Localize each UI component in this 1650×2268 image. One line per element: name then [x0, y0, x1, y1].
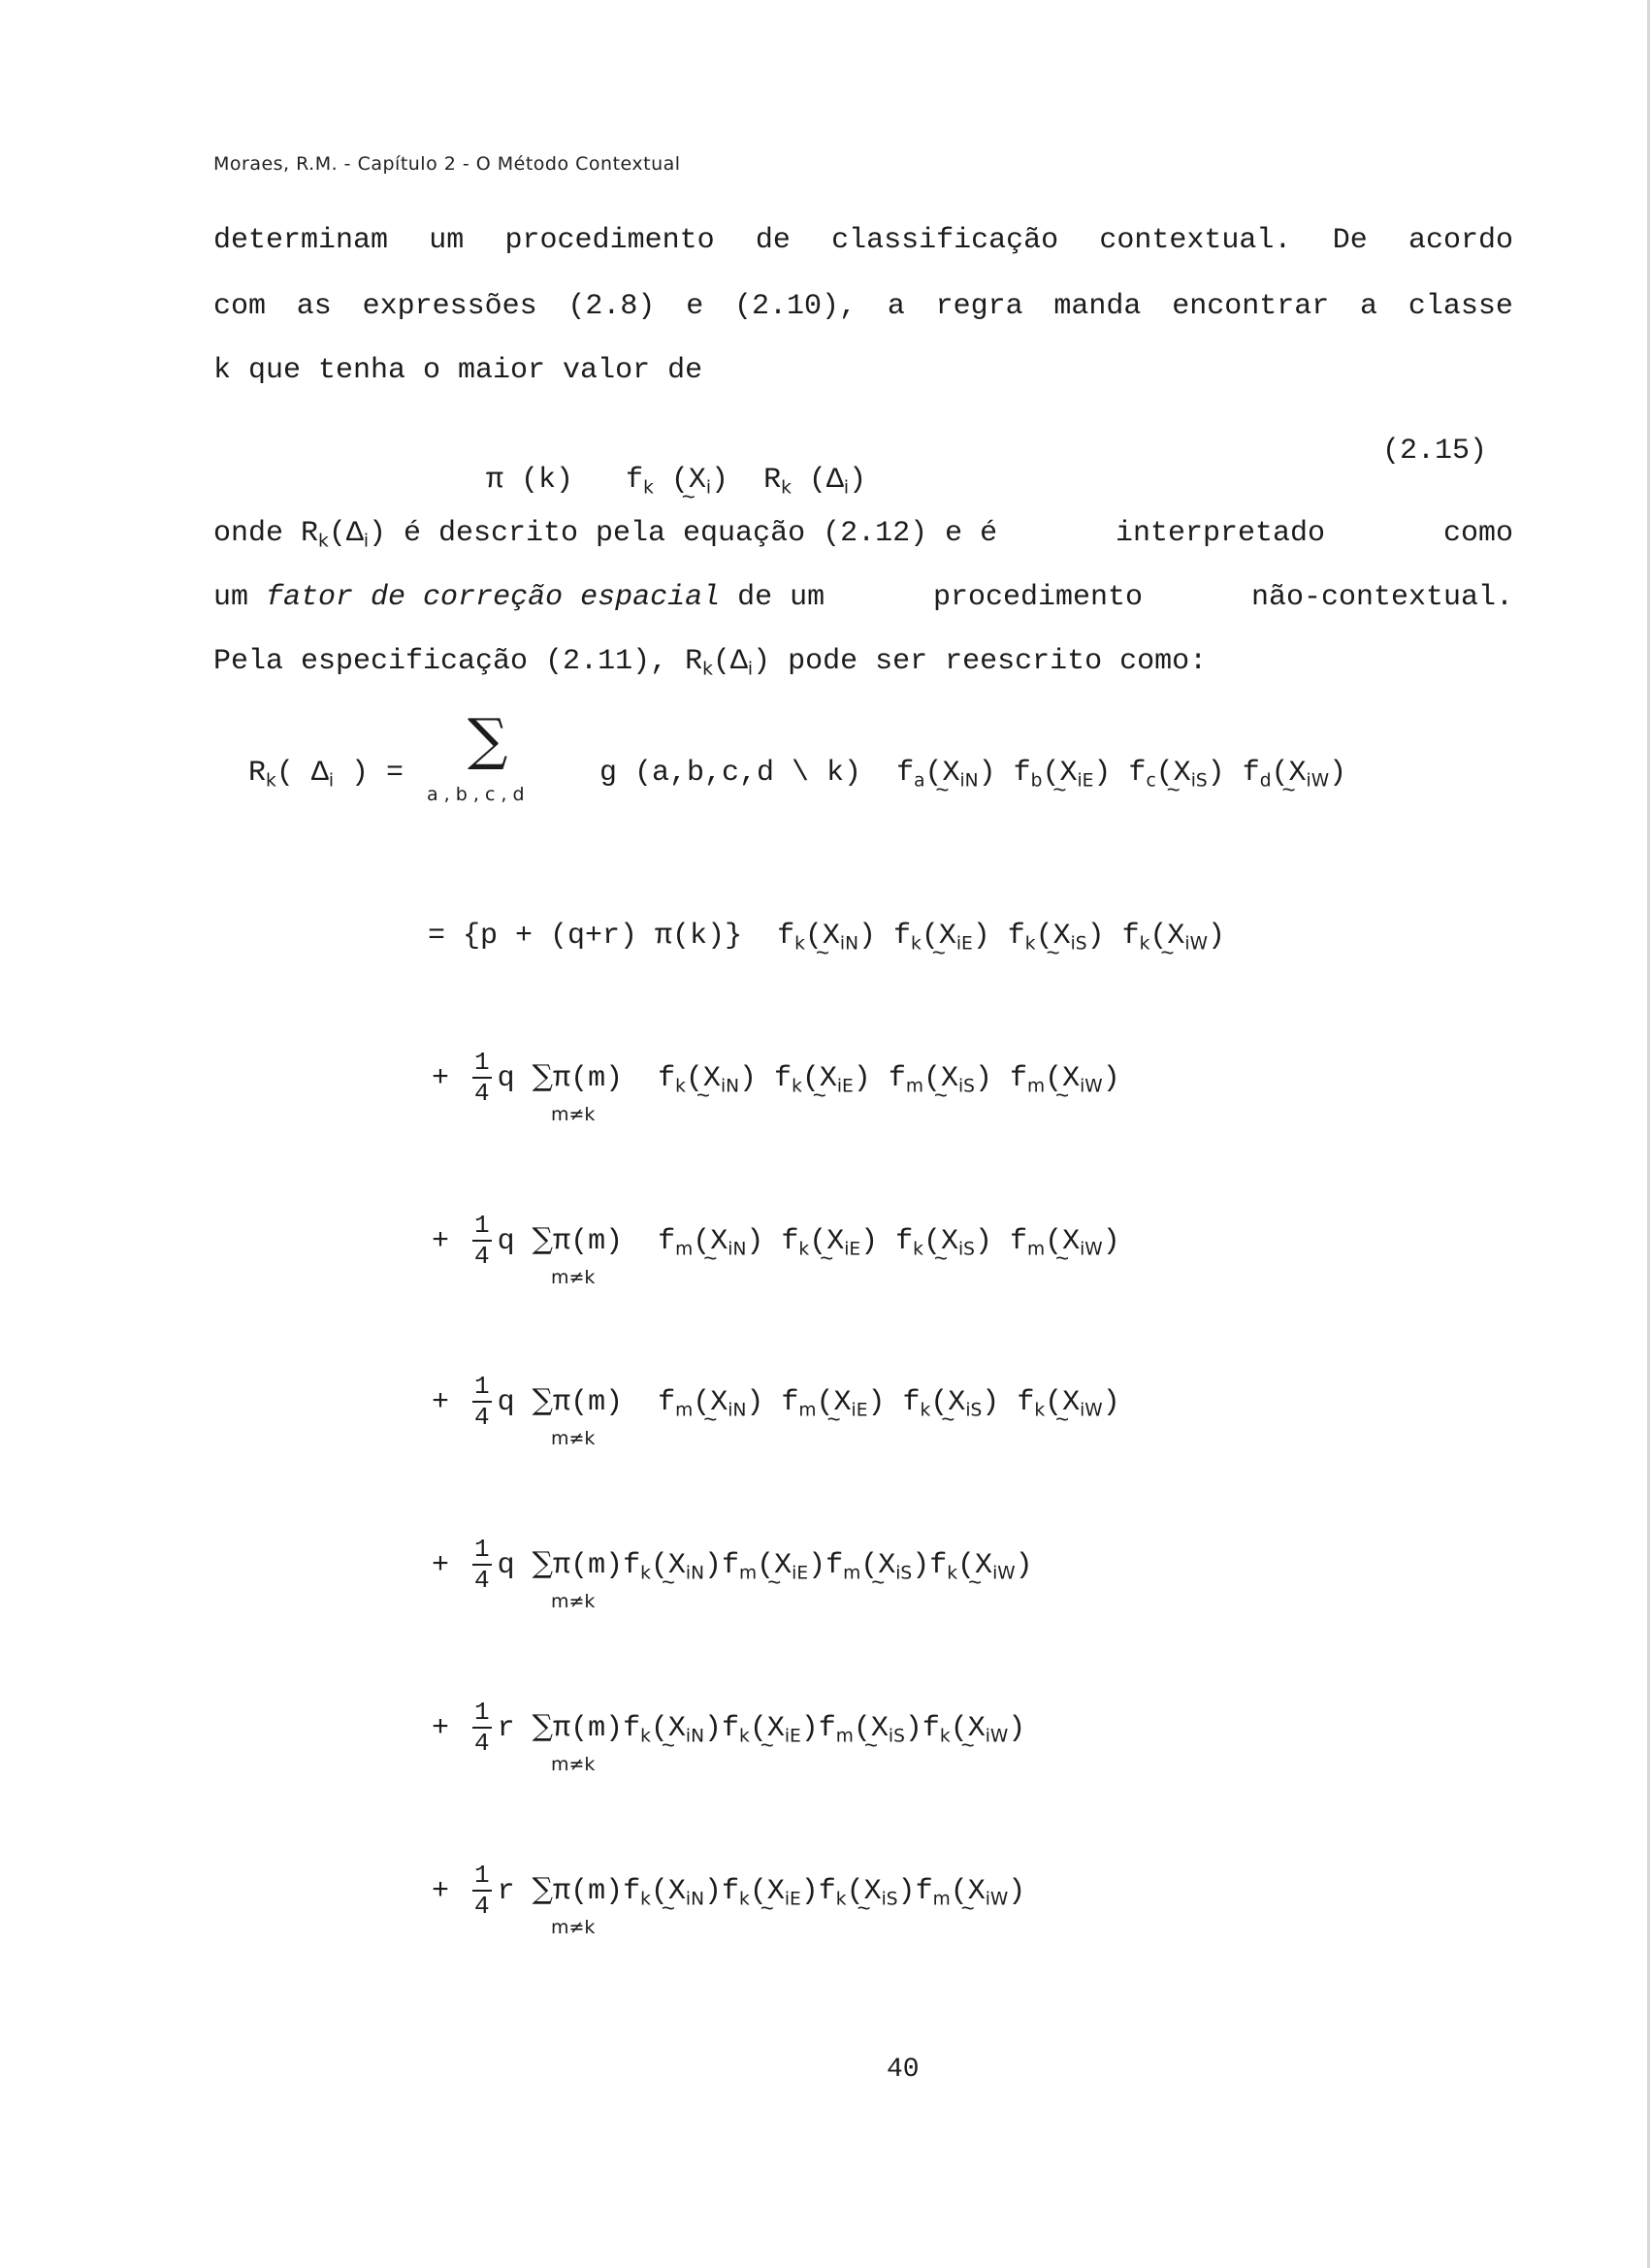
fraction-one-quarter: $\frac{1}{4}$: [474, 1048, 490, 1108]
equation-number: (2.15): [1382, 435, 1488, 468]
paragraph-line-4: onde $R_k(\Delta_i)$ é descrito pela equação (2.12) e é interpretado como: [213, 517, 1513, 552]
fraction-one-quarter: $\frac{1}{4}$: [474, 1861, 490, 1921]
sum-index: a , b , c , d: [427, 784, 525, 805]
sum-lhs: $R_k$( $\Delta_i$ ) =: [248, 757, 404, 792]
sum-condition: m≠k: [551, 1591, 596, 1612]
expansion-term: + $\frac{1}{4}$ q $\sum\pi(m)f_k(X$ $\sim_{iN})f_m(X$ $\sim_{iE})f_m(X$ $\sim_{iS})f_k(X$ $\sim_{iW}$): [432, 1537, 1033, 1593]
sum-condition: m≠k: [551, 1428, 596, 1449]
fraction-one-quarter: $\frac{1}{4}$: [474, 1535, 490, 1595]
expansion-term: + $\frac{1}{4}$ r $\sum\pi(m)f_k(X$ $\sim_{iN})f_k(X$ $\sim_{iE})f_k(X$ $\sim_{iS})f_m(X$ $\sim_{iW}$): [432, 1863, 1025, 1919]
sum-condition: m≠k: [551, 1104, 596, 1125]
expansion-term: + $\frac{1}{4}$ q ∑π(m) $f_k(X$ $\sim_{iN}$) $f_k(X$ $\sim_{iE}$) $f_m(X$ $\sim_{iS}$) $f_m(X$ $\sim_{iW}$): [432, 1050, 1138, 1106]
sum-body: g (a,b,c,d \ k) $f_a(X$ $\sim_{iN}$) $f_b(X$ $\sim_{iE}$) $f_c(X$ $\sim_{iS}$) $f_d(X$ $\sim_{iW}$): [565, 729, 1346, 791]
sum-symbol: ∑: [468, 706, 508, 772]
paragraph-line-6: Pela especificação (2.11), $R_k(\Delta_i)$ pode ser reescrito como:: [213, 645, 1208, 680]
paragraph-line-2: com as expressões (2.8) e (2.10), a regra manda encontrar a classe: [213, 290, 1513, 323]
fraction-one-quarter: $\frac{1}{4}$: [474, 1698, 490, 1758]
sum-condition: m≠k: [551, 1267, 596, 1288]
equation-2-15: π (k) $f_k$ (X $\sim_i$) $R_k$ $(\Delta_i)$: [451, 437, 866, 498]
sum-condition: m≠k: [551, 1917, 596, 1938]
paragraph-line-5: um fator de correção espacial de um procedimento não-contextual.: [213, 581, 1513, 614]
expansion-term: + $\frac{1}{4}$ q ∑π(m) $f_m(X$ $\sim_{iN}$) $f_k(X$ $\sim_{iE}$) $f_k(X$ $\sim_{iS}$) $f_m(X$ $\sim_{iW}$): [432, 1213, 1138, 1269]
expansion-term: + $\frac{1}{4}$ r $\sum\pi(m)f_k(X$ $\sim_{iN})f_k(X$ $\sim_{iE})f_m(X$ $\sim_{iS})f_k(X$ $\sim_{iW}$): [432, 1700, 1025, 1756]
fraction-one-quarter: $\frac{1}{4}$: [474, 1211, 490, 1271]
fraction-one-quarter: $\frac{1}{4}$: [474, 1372, 490, 1432]
paragraph-line-3: k que tenha o maior valor de: [213, 354, 703, 387]
page-number: 40: [887, 2055, 920, 2085]
sum-condition: m≠k: [551, 1754, 596, 1775]
expansion-line-1: = {p + (q+r) π(k)} $f_k(X$ $\sim_{iN}$) $f_k(X$ $\sim_{iE}$) $f_k(X$ $\sim_{iS}$) $f_k(X$ $\sim_{iW}$): [393, 892, 1225, 954]
running-header: Moraes, R.M. - Capítulo 2 - O Método Contextual: [213, 153, 681, 175]
paragraph-line-1: determinam um procedimento de classificação contextual. De acordo: [213, 224, 1513, 257]
expansion-term: + $\frac{1}{4}$ q ∑π(m) $f_m(X$ $\sim_{iN}$) $f_m(X$ $\sim_{iE}$) $f_k(X$ $\sim_{iS}$) $f_k(X$ $\sim_{iW}$): [432, 1374, 1138, 1430]
